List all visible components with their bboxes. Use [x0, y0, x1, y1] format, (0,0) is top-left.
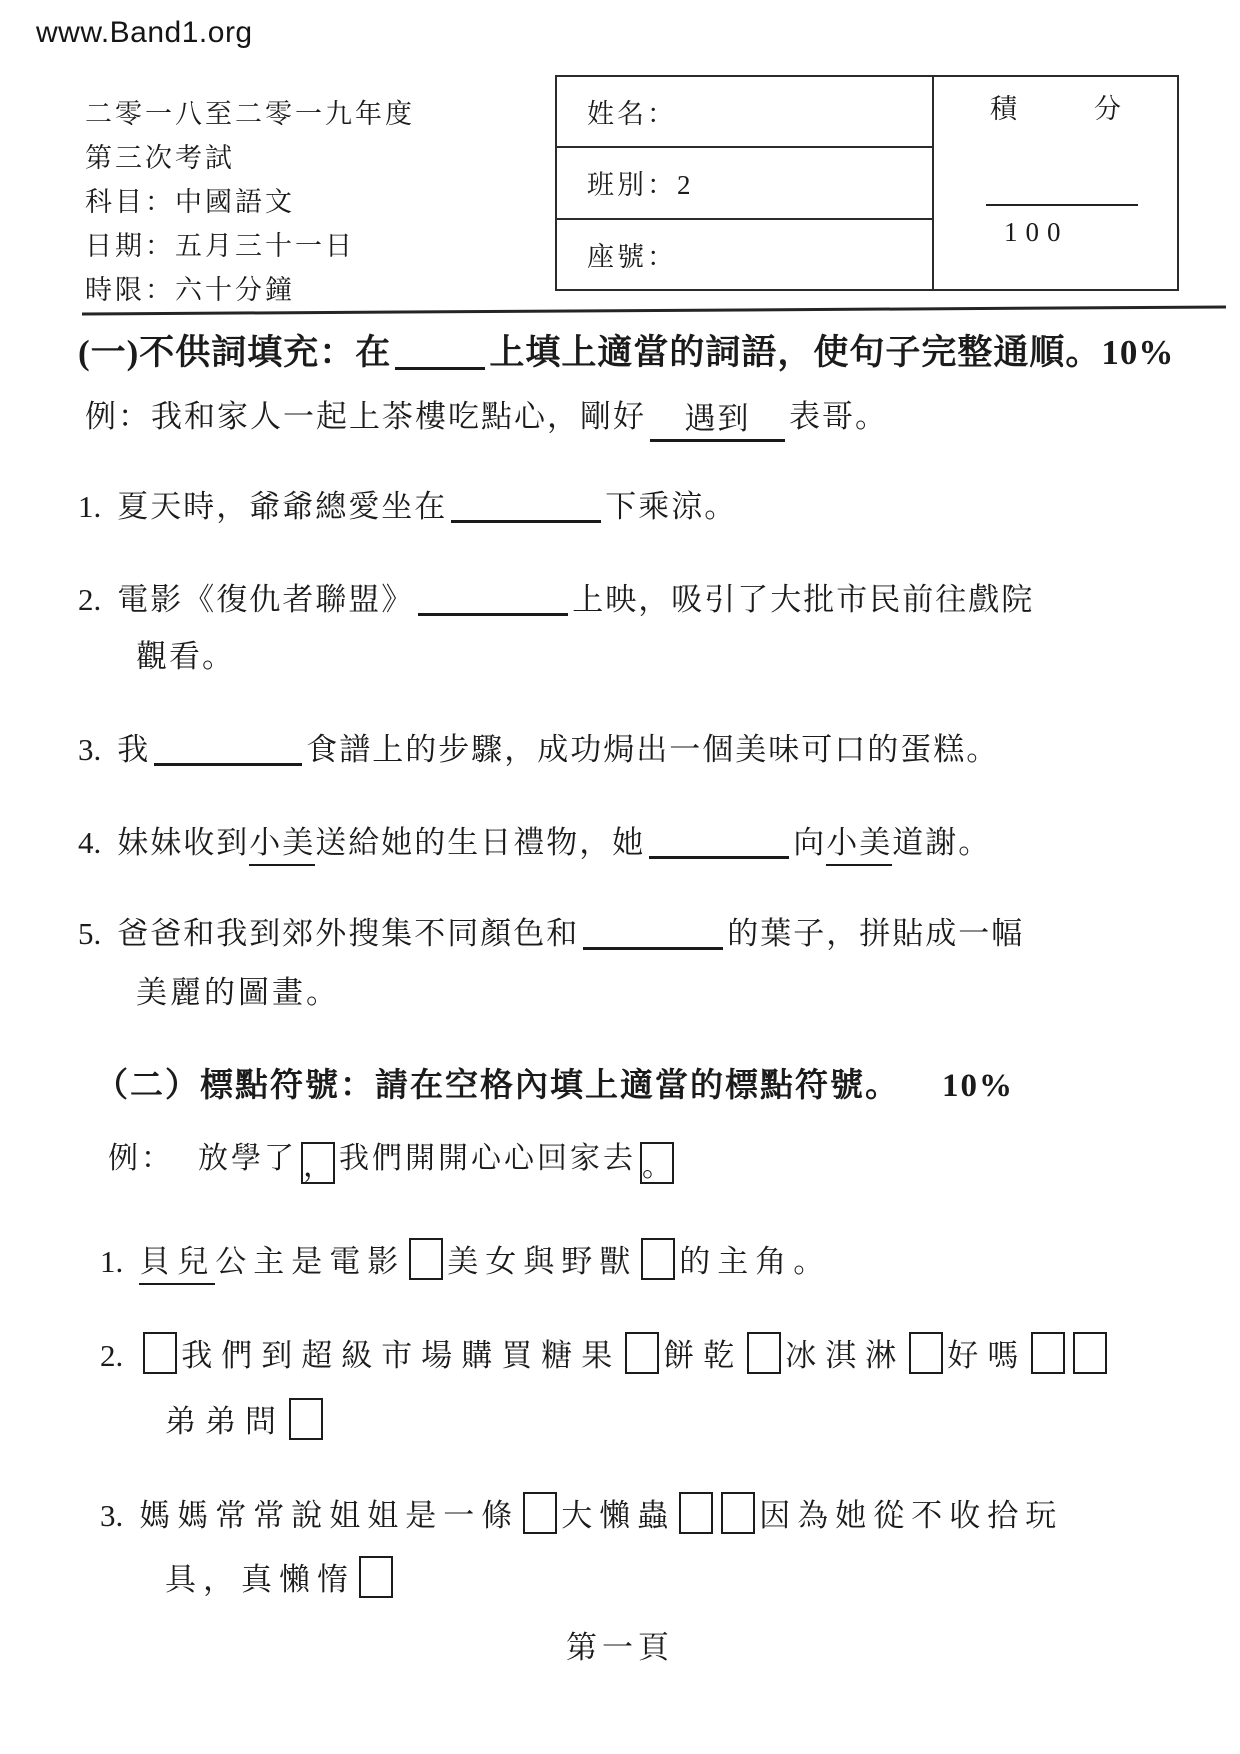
question-text: 觀看。	[136, 639, 235, 674]
question-text: 例：我和家人一起上茶樓吃點心，剛好	[85, 399, 646, 434]
question-text: 弟弟問	[165, 1404, 285, 1439]
score-underline	[986, 204, 1138, 206]
question-text: (一)不供詞填充：在	[78, 333, 392, 372]
punctuation-box	[143, 1332, 177, 1374]
name-score-box	[555, 75, 1179, 291]
item-number: 3.	[100, 1498, 124, 1533]
exam-name-line: 第三次考試	[85, 143, 235, 173]
question-text: 道謝。	[892, 825, 992, 860]
question-text: 公主是電影	[215, 1244, 406, 1279]
question-text: 下乘涼。	[605, 489, 738, 524]
question-text: 具，真懶惰	[165, 1562, 355, 1597]
section1-q1	[78, 488, 737, 527]
section2-q2-line2	[165, 1390, 327, 1442]
punctuation-box	[641, 1238, 675, 1280]
punctuation-box	[747, 1332, 781, 1374]
question-text: 的葉子，拼貼成一幅	[727, 916, 1025, 951]
answer-blank	[418, 613, 568, 616]
item-number: 1.	[78, 489, 102, 524]
question-text: 表哥。	[789, 399, 888, 434]
punctuation-box	[625, 1332, 659, 1374]
question-text: 我們開開心心回家去	[339, 1142, 636, 1175]
section2-q3	[100, 1484, 1063, 1536]
punctuation-box	[679, 1492, 713, 1534]
question-text: 妹妹收到	[117, 825, 250, 860]
item-number: 4.	[78, 825, 102, 860]
answer-blank	[451, 520, 601, 523]
underlined-name: 小美	[249, 824, 315, 866]
answer-blank	[649, 856, 789, 859]
question-text: 我	[117, 732, 151, 767]
question-text: 10%	[942, 1068, 1014, 1104]
answer-blank-filled: 遇到	[650, 400, 785, 442]
score-label-left: 積	[990, 94, 1017, 124]
question-text: 上填上適當的詞語，使句子完整通順。10%	[489, 333, 1175, 372]
punctuation-box	[409, 1238, 443, 1280]
answer-blank	[395, 367, 485, 370]
exam-duration-line: 時限：六十分鐘	[85, 275, 295, 305]
score-total: 100	[1004, 217, 1069, 247]
question-text: 我們到超級市場購買糖果	[181, 1338, 622, 1373]
punctuation-box	[721, 1492, 755, 1534]
section2-q3-line2	[165, 1548, 397, 1600]
item-number: 2.	[78, 582, 102, 617]
underlined-name: 貝兒	[139, 1243, 215, 1285]
student-seat-field: 座號：	[587, 241, 677, 272]
section1-q3	[78, 731, 999, 770]
section1-q4	[78, 824, 991, 866]
score-cell	[934, 77, 1177, 289]
question-text: 美麗的圖畫。	[136, 975, 340, 1010]
item-number: 2.	[100, 1338, 124, 1373]
section2-heading	[95, 1066, 1014, 1107]
exam-year-line: 二零一八至二零一九年度	[85, 99, 415, 129]
student-class-field: 班別：2	[557, 148, 932, 219]
punctuation-box	[359, 1556, 393, 1598]
question-text: 上映，吸引了大批市民前往戲院	[572, 582, 1035, 617]
section2-q1	[100, 1230, 831, 1285]
punctuation-box	[523, 1492, 557, 1534]
item-number: 3.	[78, 732, 102, 767]
question-text: 大懶蟲	[561, 1498, 676, 1533]
question-text: 送給她的生日禮物，她	[315, 825, 646, 860]
question-text: 例：	[108, 1142, 174, 1175]
question-text: 放學了	[198, 1142, 297, 1175]
page-number: 第一頁	[566, 1630, 674, 1665]
exam-subject-line: 科目：中國語文	[85, 187, 295, 217]
punctuation-box-filled: 。	[640, 1142, 674, 1184]
punctuation-box-filled: ，	[301, 1142, 335, 1184]
section1-heading	[78, 331, 1174, 375]
question-text: 媽媽常常說姐姐是一條	[139, 1498, 520, 1533]
exam-date-line: 日期：五月三十一日	[85, 231, 355, 261]
student-name-field: 姓名：	[557, 77, 932, 148]
answer-blank	[154, 763, 302, 766]
section1-q5-line2	[136, 974, 340, 1013]
student-info-cells	[557, 77, 934, 289]
section2-q2	[100, 1324, 1111, 1376]
section1-q5	[78, 915, 1024, 954]
score-label-right: 分	[1094, 94, 1121, 124]
section1-q2-line2	[136, 638, 235, 677]
item-number: 5.	[78, 916, 102, 951]
question-text: 的主角。	[679, 1244, 832, 1279]
question-text: 爸爸和我到郊外搜集不同顏色和	[117, 916, 580, 951]
question-text: 因為她從不收拾玩	[759, 1498, 1064, 1533]
question-text: （二）標點符號：請在空格內填上適當的標點符號。	[95, 1068, 900, 1104]
question-text: 好嗎	[947, 1338, 1028, 1373]
item-number: 1.	[100, 1244, 124, 1279]
section1-example	[85, 398, 888, 440]
question-text: 向	[793, 825, 827, 860]
answer-blank	[583, 947, 723, 950]
punctuation-box	[289, 1398, 323, 1440]
punctuation-box	[909, 1332, 943, 1374]
section2-example	[108, 1134, 678, 1183]
question-text: 美女與野獸	[447, 1244, 638, 1279]
exam-info-block	[85, 92, 415, 312]
section1-q2	[78, 581, 1034, 620]
site-watermark: www.Band1.org	[36, 16, 253, 49]
punctuation-box	[1031, 1332, 1065, 1374]
question-text: 電影《復仇者聯盟》	[117, 582, 415, 617]
question-text: 夏天時，爺爺總愛坐在	[117, 489, 448, 524]
question-text: 食譜上的步驟，成功焗出一個美味可口的蛋糕。	[306, 732, 1000, 767]
question-text: 冰淇淋	[785, 1338, 906, 1373]
question-text: 餅乾	[663, 1338, 744, 1373]
underlined-name: 小美	[826, 824, 892, 866]
punctuation-box	[1073, 1332, 1107, 1374]
